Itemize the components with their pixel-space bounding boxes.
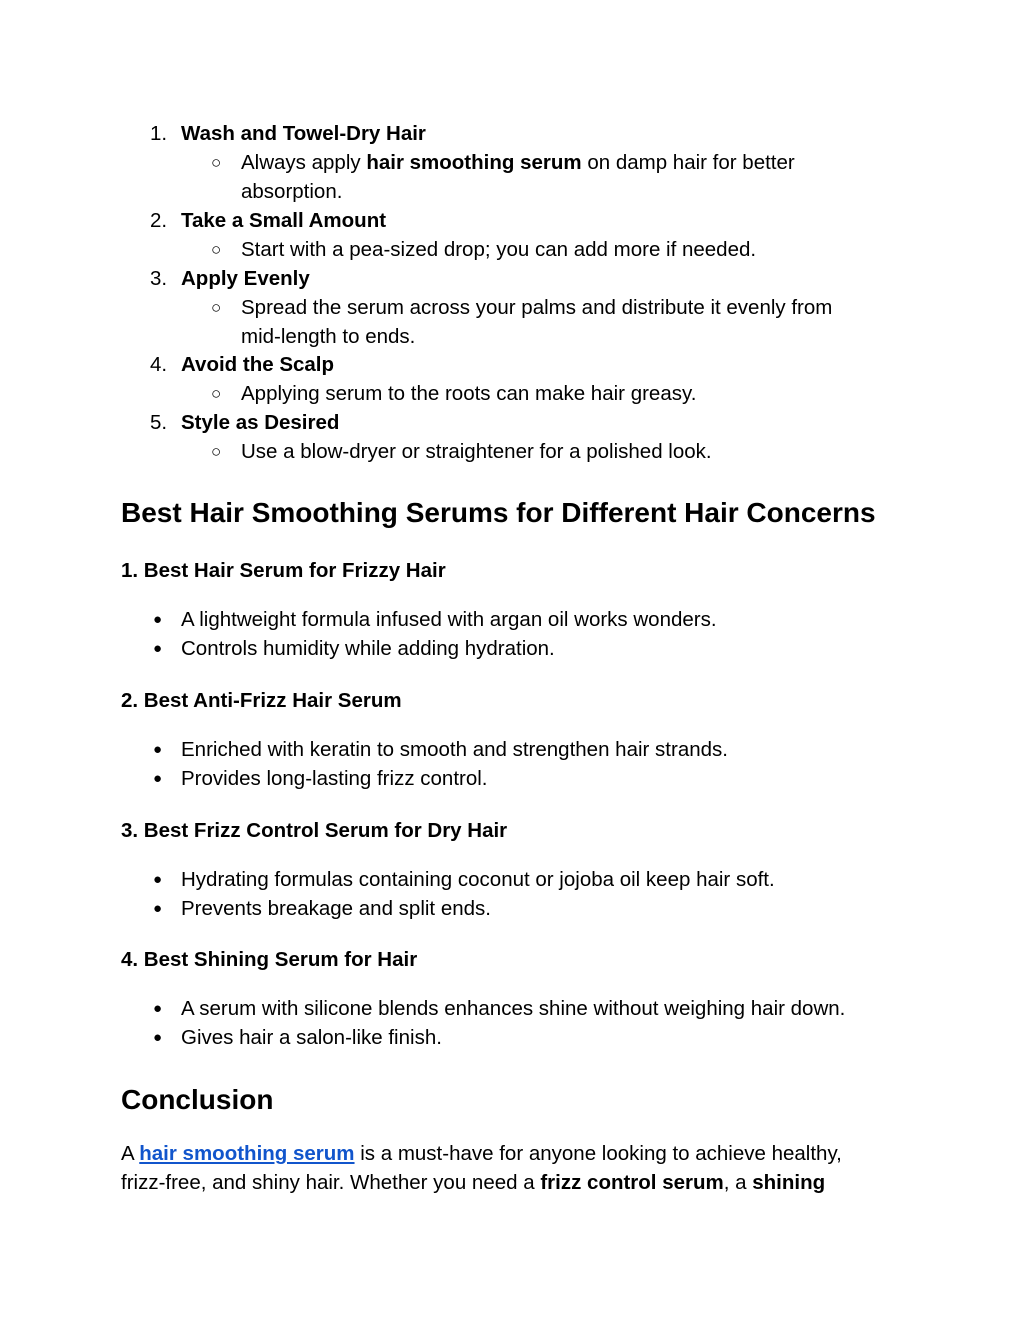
section-heading: Best Hair Smoothing Serums for Different Hair Concerns: [121, 497, 876, 528]
subsection-heading: 2. Best Anti-Frizz Hair Serum: [121, 689, 402, 712]
subsection-heading: 1. Best Hair Serum for Frizzy Hair: [121, 559, 446, 582]
conclusion-paragraph-line: A hair smoothing serum is a must-have for anyone looking to achieve healthy,: [121, 1142, 842, 1165]
step-number: 2.: [150, 209, 168, 232]
circle-bullet-icon: ○: [211, 442, 222, 461]
list-item: A serum with silicone blends enhances shine without weighing hair down.: [181, 997, 846, 1020]
step-title: Avoid the Scalp: [181, 353, 335, 376]
step-detail-continued: absorption.: [241, 180, 343, 203]
step-detail: Always apply hair smoothing serum on damp hair for better: [241, 151, 795, 174]
step-number: 4.: [150, 353, 168, 376]
hair-smoothing-serum-link[interactable]: hair smoothing serum: [139, 1142, 355, 1165]
bullet-dot-icon: ●: [153, 611, 163, 628]
circle-bullet-icon: ○: [211, 298, 222, 317]
list-item: Enriched with keratin to smooth and strengthen hair strands.: [181, 738, 728, 761]
circle-bullet-icon: ○: [211, 153, 222, 172]
bullet-dot-icon: ●: [153, 1029, 163, 1046]
conclusion-heading: Conclusion: [121, 1084, 274, 1115]
step-detail: Start with a pea-sized drop; you can add more if needed.: [241, 238, 757, 261]
step-title: Style as Desired: [181, 411, 340, 434]
bullet-dot-icon: ●: [153, 741, 163, 758]
bullet-dot-icon: ●: [153, 770, 163, 787]
step-title: Apply Evenly: [181, 267, 310, 290]
subsection-heading: 4. Best Shining Serum for Hair: [121, 948, 418, 971]
step-number: 3.: [150, 267, 168, 290]
list-item: Controls humidity while adding hydration.: [181, 637, 555, 660]
circle-bullet-icon: ○: [211, 384, 222, 403]
list-item: Gives hair a salon-like finish.: [181, 1026, 442, 1049]
list-item: Prevents breakage and split ends.: [181, 897, 491, 920]
step-title: Take a Small Amount: [181, 209, 387, 232]
step-title: Wash and Towel-Dry Hair: [181, 122, 426, 145]
step-detail: Applying serum to the roots can make hair greasy.: [241, 382, 697, 405]
subsection-heading: 3. Best Frizz Control Serum for Dry Hair: [121, 819, 508, 842]
bullet-dot-icon: ●: [153, 1000, 163, 1017]
bullet-dot-icon: ●: [153, 640, 163, 657]
list-item: Provides long-lasting frizz control.: [181, 767, 488, 790]
step-detail: Spread the serum across your palms and distribute it evenly from: [241, 296, 833, 319]
bullet-dot-icon: ●: [153, 900, 163, 917]
circle-bullet-icon: ○: [211, 240, 222, 259]
step-detail: Use a blow-dryer or straightener for a polished look.: [241, 440, 712, 463]
step-detail-continued: mid-length to ends.: [241, 325, 416, 348]
step-number: 1.: [150, 122, 168, 145]
step-number: 5.: [150, 411, 168, 434]
bullet-dot-icon: ●: [153, 871, 163, 888]
list-item: A lightweight formula infused with argan oil works wonders.: [181, 608, 717, 631]
conclusion-paragraph-line: frizz-free, and shiny hair. Whether you need a frizz control serum, a shining: [121, 1171, 826, 1194]
list-item: Hydrating formulas containing coconut or jojoba oil keep hair soft.: [181, 868, 775, 891]
